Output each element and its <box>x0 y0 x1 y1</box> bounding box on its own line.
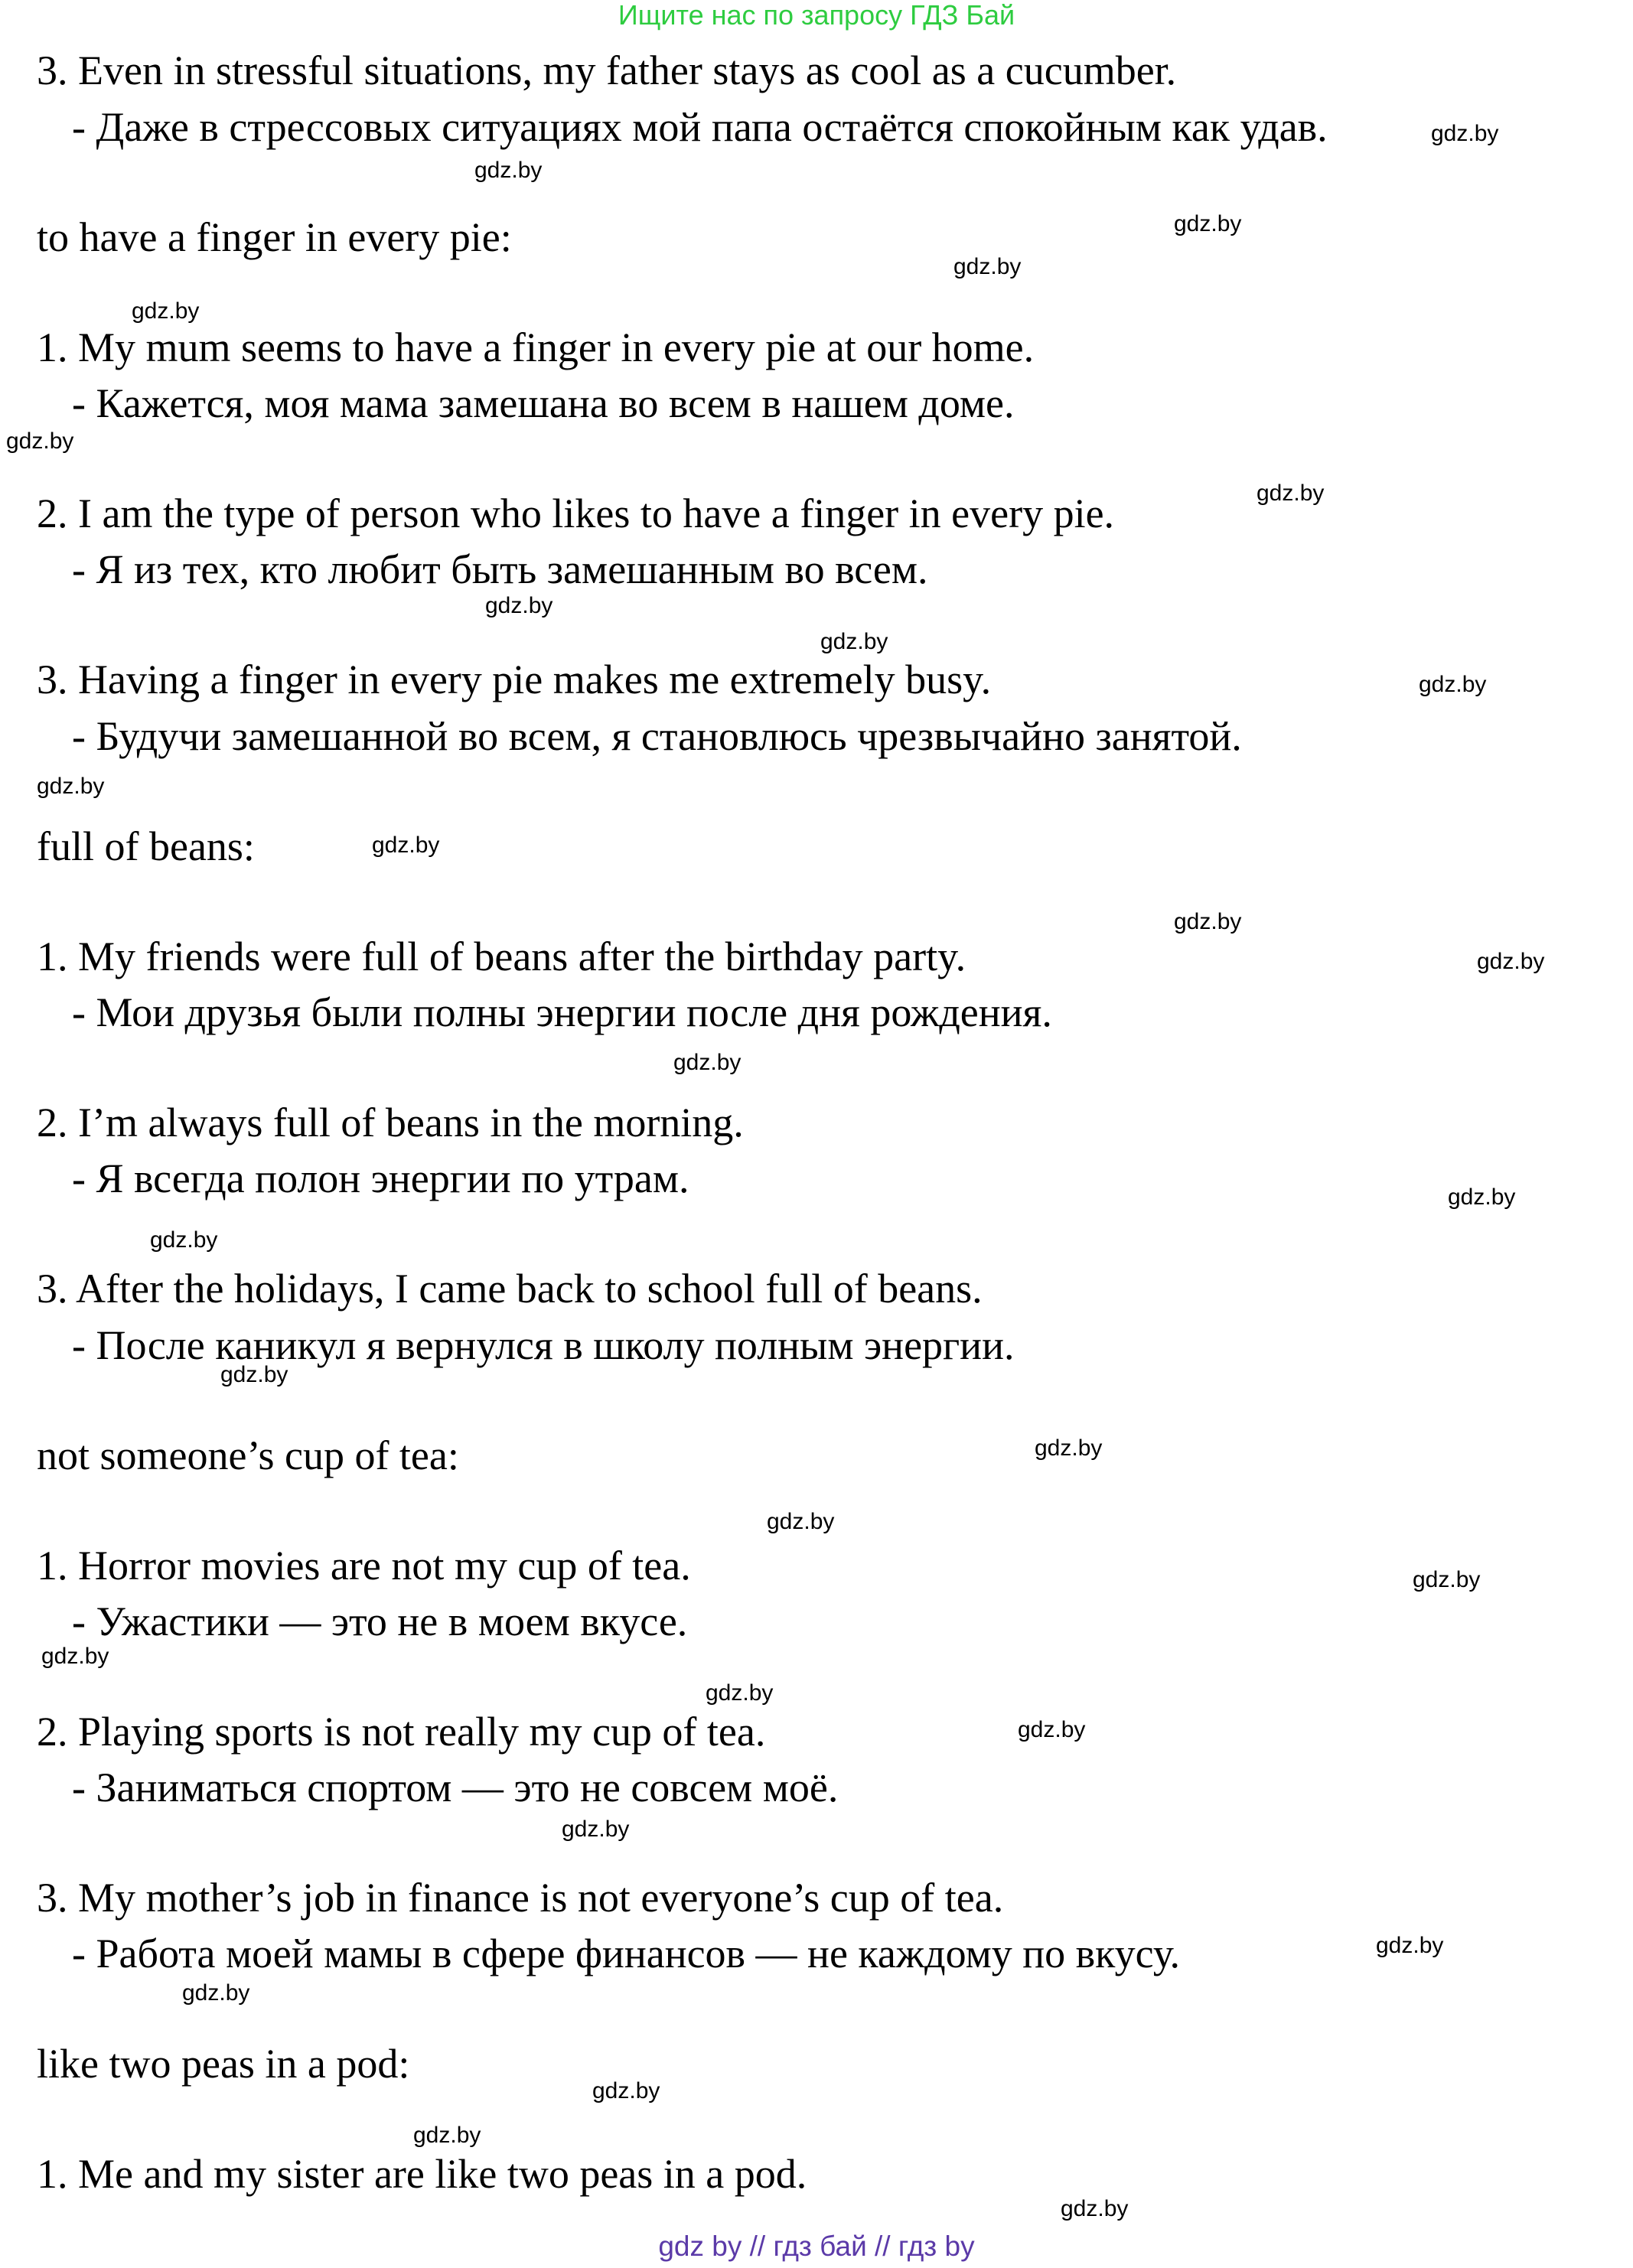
watermark: gdz.by <box>1419 672 1487 697</box>
example-translation: - Я всегда полон энергии по утрам. <box>72 1155 689 1201</box>
watermark: gdz.by <box>1061 2196 1129 2221</box>
watermark: gdz.by <box>1174 211 1242 236</box>
watermark: gdz.by <box>562 1817 630 1842</box>
watermark: gdz.by <box>37 774 105 799</box>
watermark: gdz.by <box>132 298 200 324</box>
example-sentence: 1. My mum seems to have a finger in every pie at our home. <box>37 324 1035 370</box>
example-sentence: 3. Even in stressful situations, my father stays as cool as a cucumber. <box>37 47 1177 93</box>
example-sentence: 1. Me and my sister are like two peas in a pod. <box>37 2151 807 2197</box>
watermark: gdz.by <box>953 254 1022 279</box>
idiom-heading: not someone’s cup of tea: <box>37 1432 459 1478</box>
example-sentence: 3. My mother’s job in finance is not everyone’s cup of tea. <box>37 1875 1004 1921</box>
idiom-heading: like two peas in a pod: <box>37 2041 410 2087</box>
example-sentence: 2. I am the type of person who likes to have a finger in every pie. <box>37 490 1115 536</box>
example-sentence: 1. Horror movies are not my cup of tea. <box>37 1543 691 1589</box>
search-banner: Ищите нас по запросу ГДЗ Бай <box>618 0 1015 31</box>
example-sentence: 2. I’m always full of beans in the morning. <box>37 1100 744 1145</box>
watermark: gdz.by <box>413 2123 481 2148</box>
watermark: gdz.by <box>1035 1435 1103 1461</box>
watermark: gdz.by <box>220 1362 288 1387</box>
example-translation: - Я из тех, кто любит быть замешанным во всем. <box>72 546 928 592</box>
footer-links: gdz by // гдз бай // гдз by <box>658 2231 975 2262</box>
idiom-heading: full of beans: <box>37 823 255 869</box>
example-translation: - Даже в стрессовых ситуациях мой папа остаётся спокойным как удав. <box>72 104 1328 150</box>
watermark: gdz.by <box>820 629 888 654</box>
watermark: gdz.by <box>767 1509 835 1534</box>
watermark: gdz.by <box>592 2078 660 2103</box>
watermark: gdz.by <box>1257 481 1325 506</box>
example-translation: - Кажется, моя мама замешана во всем в нашем доме. <box>72 380 1015 426</box>
watermark: gdz.by <box>673 1050 742 1075</box>
watermark: gdz.by <box>1477 949 1545 974</box>
watermark: gdz.by <box>150 1227 218 1253</box>
example-sentence: 2. Playing sports is not really my cup of tea. <box>37 1709 766 1755</box>
example-sentence: 3. Having a finger in every pie makes me extremely busy. <box>37 657 992 702</box>
example-translation: - Будучи замешанной во всем, я становлюсь чрезвычайно занятой. <box>72 713 1242 759</box>
example-sentence: 1. My friends were full of beans after the birthday party. <box>37 934 966 979</box>
watermark: gdz.by <box>1448 1185 1516 1210</box>
watermark: gdz.by <box>706 1680 774 1706</box>
example-sentence: 3. After the holidays, I came back to school full of beans. <box>37 1266 983 1312</box>
watermark: gdz.by <box>6 429 74 454</box>
watermark: gdz.by <box>182 1980 250 2006</box>
watermark: gdz.by <box>1018 1717 1086 1742</box>
idiom-heading: to have a finger in every pie: <box>37 214 512 260</box>
example-translation: - После каникул я вернулся в школу полным энергии. <box>72 1322 1015 1368</box>
watermark: gdz.by <box>372 833 440 858</box>
example-translation: - Заниматься спортом — это не совсем моё. <box>72 1765 839 1810</box>
watermark: gdz.by <box>1174 909 1242 934</box>
watermark: gdz.by <box>1413 1567 1481 1592</box>
example-translation: - Ужастики — это не в моем вкусе. <box>72 1598 688 1644</box>
watermark: gdz.by <box>41 1644 109 1669</box>
watermark: gdz.by <box>474 158 543 183</box>
watermark: gdz.by <box>485 593 553 618</box>
watermark: gdz.by <box>1376 1933 1444 1958</box>
example-translation: - Мои друзья были полны энергии после дня рождения. <box>72 989 1052 1035</box>
example-translation: - Работа моей мамы в сфере финансов — не каждому по вкусу. <box>72 1931 1180 1976</box>
watermark: gdz.by <box>1431 121 1499 146</box>
